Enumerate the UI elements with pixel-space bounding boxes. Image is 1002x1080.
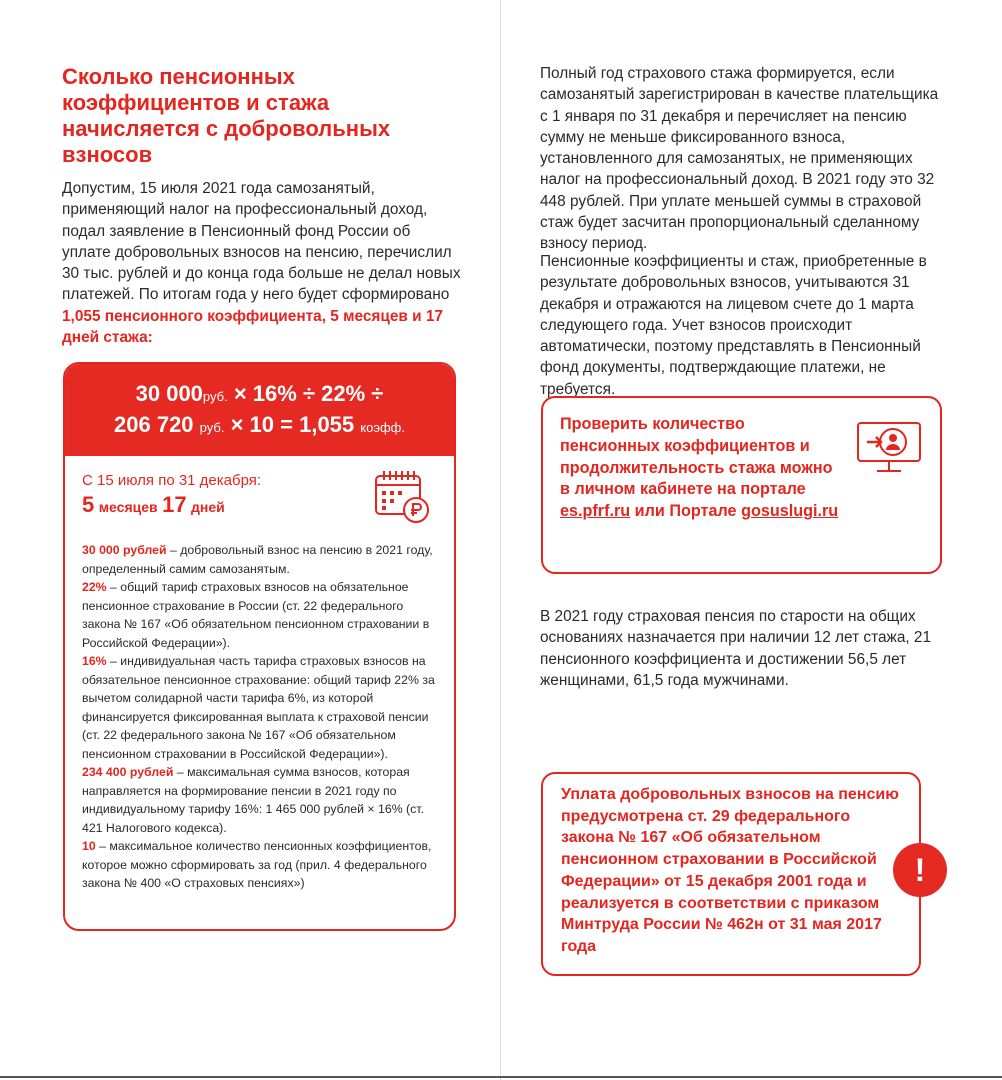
formula-line-1: 30 000руб. × 16% ÷ 22% ÷ — [135, 381, 384, 406]
legal-note-text: Уплата добровольных взносов на пенсию предусмотрена ст. 29 федерального закона № 167 «Об обязательном пенсионном страховании в Российской Федерации» от 15 декабря 2001 года и реализуется в соответствии с приказом Минтруда России № 462н от 31 мая 2017 года — [561, 786, 899, 955]
calculation-card — [63, 362, 456, 931]
period-value: 5 месяцев 17 дней — [82, 492, 225, 517]
formula-band — [65, 364, 454, 456]
definition-item: 30 000 рублей – добровольный взнос на пенсию в 2021 году, определенный самим самозанятым. — [82, 543, 433, 576]
calendar-ruble-icon — [370, 468, 432, 524]
paragraph-full-year: Полный год страхового стажа формируется, если самозанятый зарегистрирован в качестве плательщика с 1 января по 31 декабря и перечисляет на пенсию сумму не меньше фиксированного взноса, установленного для самозанятых, не применяющих налог на профессиональный доход. В 2021 году это 32 448 рублей. При уплате меньшей суммы в страховой стаж будет засчитан пропорциональный сделанному взносу период. — [540, 65, 939, 253]
page-title: Сколько пенсионных коэффициентов и стажа начисляется с добровольных взносов — [62, 64, 391, 167]
formula-line-2: 206 720 руб. × 10 = 1,055 коэфф. — [114, 412, 405, 437]
definition-item: 10 – максимальное количество пенсионных коэффициентов, которое можно сформировать за год (прил. 4 федерального закона № 400 «О страховых пенсиях») — [82, 839, 432, 890]
paragraph-pension-conditions: В 2021 году страховая пенсия по старости на общих основаниях назначается при наличии 12 лет стажа, 21 пенсионного коэффициента и достижении 56,5 лет женщинами, 61,5 года мужчинами. — [540, 608, 932, 689]
check-info-text: Проверить количество пенсионных коэффициентов и продолжительность стажа можно в личном кабинете на портале es.pfrf.ru или Портале gosuslugi.ru — [560, 415, 839, 521]
monitor-login-icon — [855, 420, 923, 474]
link-es-pfrf[interactable]: es.pfrf.ru — [560, 502, 631, 521]
paragraph-accounting: Пенсионные коэффициенты и стаж, приобретенные в результате добровольных взносов, учитываются 31 декабря и отражаются на лицевом счете до 1 марта следующего года. Учет взносов происходит автоматически, поэтому представлять в Пенсионный фонд документы, подтверждающие платежи, не требуется. — [540, 253, 927, 398]
intro-text: Допустим, 15 июля 2021 года самозанятый, применяющий налог на профессиональный доход, подал заявление в Пенсионный фонд России об уплате добровольных взносов на пенсию, перечислил 30 тыс. рублей и до конца года больше не делал новых платежей. По итогам года у него будет сформировано — [62, 180, 461, 304]
link-gosuslugi[interactable]: gosuslugi.ru — [741, 502, 839, 521]
check-info-card — [541, 396, 942, 574]
intro-paragraph — [62, 178, 462, 348]
definition-item: 22% – общий тариф страховых взносов на обязательное пенсионное страхование в России (ст. 22 федерального закона № 167 «Об обязательном пенсионном страховании в Российской Федерации»). — [82, 580, 430, 650]
definition-item: 234 400 рублей – максимальная сумма взносов, которая направляется на формирование пенсии в 2021 году по индивидуальному тарифу 16%: 1 465 000 рублей × 16% (ст. 421 Налогового кодекса). — [82, 765, 424, 835]
page-bottom-edge — [0, 1076, 1002, 1078]
exclamation-icon: ! — [893, 843, 947, 897]
page-fold — [500, 0, 501, 1080]
intro-highlight: 1,055 пенсионного коэффициента, 5 месяцев и 17 дней стажа: — [62, 307, 443, 347]
definitions-list — [82, 541, 444, 893]
period-label: С 15 июля по 31 декабря: — [82, 472, 262, 489]
definition-item: 16% – индивидуальная часть тарифа страховых взносов на обязательное пенсионное страхование: общий тариф 22% за вычетом солидарной части тарифа 6%, из которой финансируется фиксированная выплата к страховой пенсии (ст. 22 федерального закона № 167 «Об обязательном пенсионном страховании в Российской Федерации»). — [82, 654, 435, 761]
legal-note-card — [541, 772, 921, 976]
